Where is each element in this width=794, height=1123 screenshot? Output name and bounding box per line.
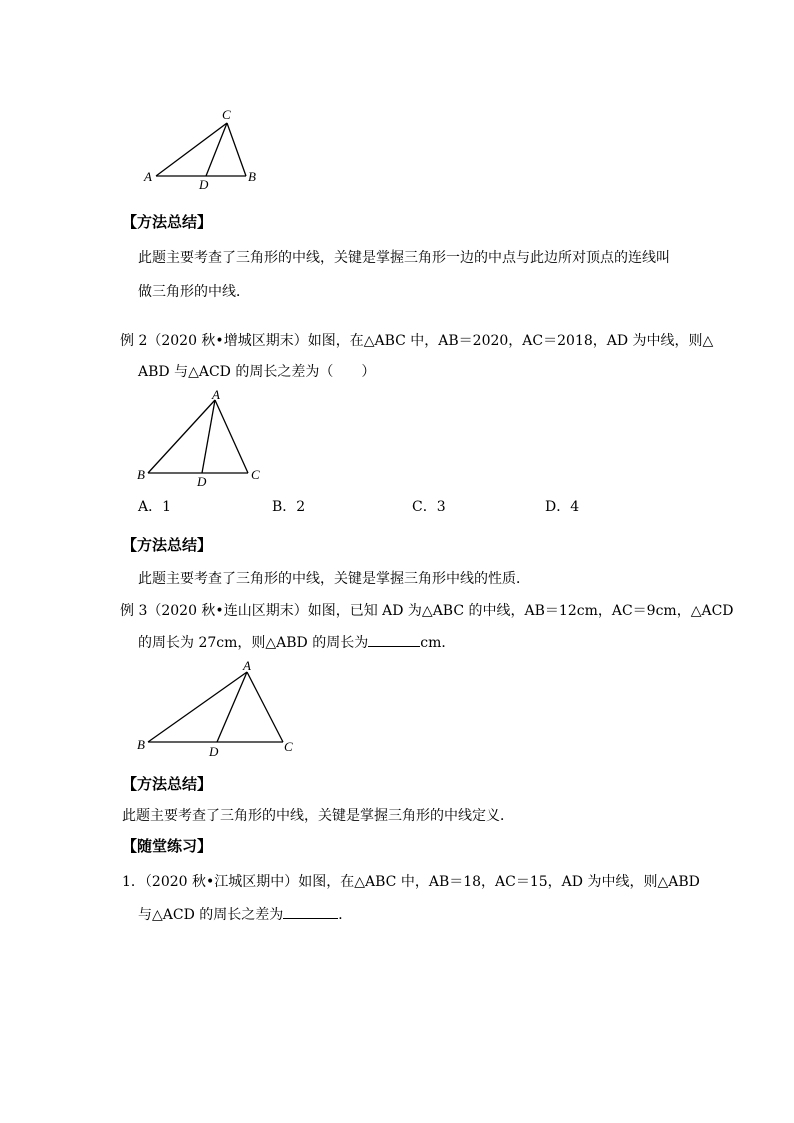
- triangle-figure-3: [135, 655, 300, 760]
- example-3-question-line-1: 例 3（2020 秋•连山区期末）如图，已知 AD 为△ABC 的中线，AB＝12cm，AC＝9cm，△ACD: [120, 603, 734, 619]
- vertex-label-c: C: [222, 107, 231, 122]
- method-summary-heading-2: 【方法总结】: [122, 536, 213, 554]
- vertex-label-a: A: [144, 169, 152, 184]
- side-ac: [215, 400, 248, 473]
- method-summary-text-1a: 此题主要考查了三角形的中线，关键是掌握三角形一边的中点与此边所对顶点的连线叫: [138, 250, 670, 266]
- side-ba: [148, 400, 215, 473]
- method-summary-text-2: 此题主要考查了三角形的中线，关键是掌握三角形中线的性质．: [138, 571, 530, 587]
- practice-q1-line-2-suffix: ．: [338, 907, 353, 923]
- example-3-line-2-prefix: 的周长为 27cm，则△ABD 的周长为: [138, 635, 369, 651]
- vertex-label-c: C: [284, 739, 293, 754]
- vertex-label-b: B: [137, 737, 145, 752]
- side-ac: [247, 672, 283, 742]
- side-cb: [227, 123, 246, 176]
- method-summary-text-3: 此题主要考查了三角形的中线，关键是掌握三角形的中线定义．: [122, 808, 514, 824]
- triangle-figure-2: [135, 385, 265, 490]
- method-summary-heading-1: 【方法总结】: [122, 213, 213, 231]
- answer-blank-example-3[interactable]: [368, 645, 420, 647]
- point-label-d: D: [197, 474, 207, 489]
- practice-q1-line-2-prefix: 与△ACD 的周长之差为: [138, 907, 284, 923]
- example-3-question-line-2: [138, 633, 455, 653]
- example-2-question-line-2: ABD 与△ACD 的周长之差为（ ）: [138, 364, 376, 380]
- point-label-d: D: [209, 744, 219, 759]
- option-a: A．1: [138, 499, 172, 515]
- triangle-figure-1: [140, 105, 270, 190]
- option-b: B．2: [272, 499, 306, 515]
- example-3-line-2-suffix: cm．: [420, 635, 456, 651]
- point-label-d: D: [199, 177, 209, 192]
- vertex-label-b: B: [137, 467, 145, 482]
- vertex-label-c: C: [251, 467, 260, 482]
- option-c: C．3: [412, 499, 446, 515]
- practice-heading: 【随堂练习】: [122, 837, 213, 855]
- method-summary-text-1b: 做三角形的中线．: [138, 284, 250, 300]
- vertex-label-a: A: [212, 387, 220, 402]
- option-d: D．4: [545, 499, 580, 515]
- vertex-label-a: A: [243, 658, 251, 673]
- vertex-label-b: B: [248, 169, 256, 184]
- example-2-question-line-1: 例 2（2020 秋•增城区期末）如图，在△ABC 中，AB＝2020，AC＝2018，AD 为中线，则△: [120, 333, 714, 349]
- median-ad: [202, 400, 215, 473]
- practice-question-1-line-2: [138, 905, 352, 925]
- practice-question-1-line-1: 1．（2020 秋•江城区期中）如图，在△ABC 中，AB＝18，AC＝15，AD 为中线，则△ABD: [122, 874, 700, 890]
- method-summary-heading-3: 【方法总结】: [122, 775, 213, 793]
- answer-blank-practice-1[interactable]: [283, 917, 338, 919]
